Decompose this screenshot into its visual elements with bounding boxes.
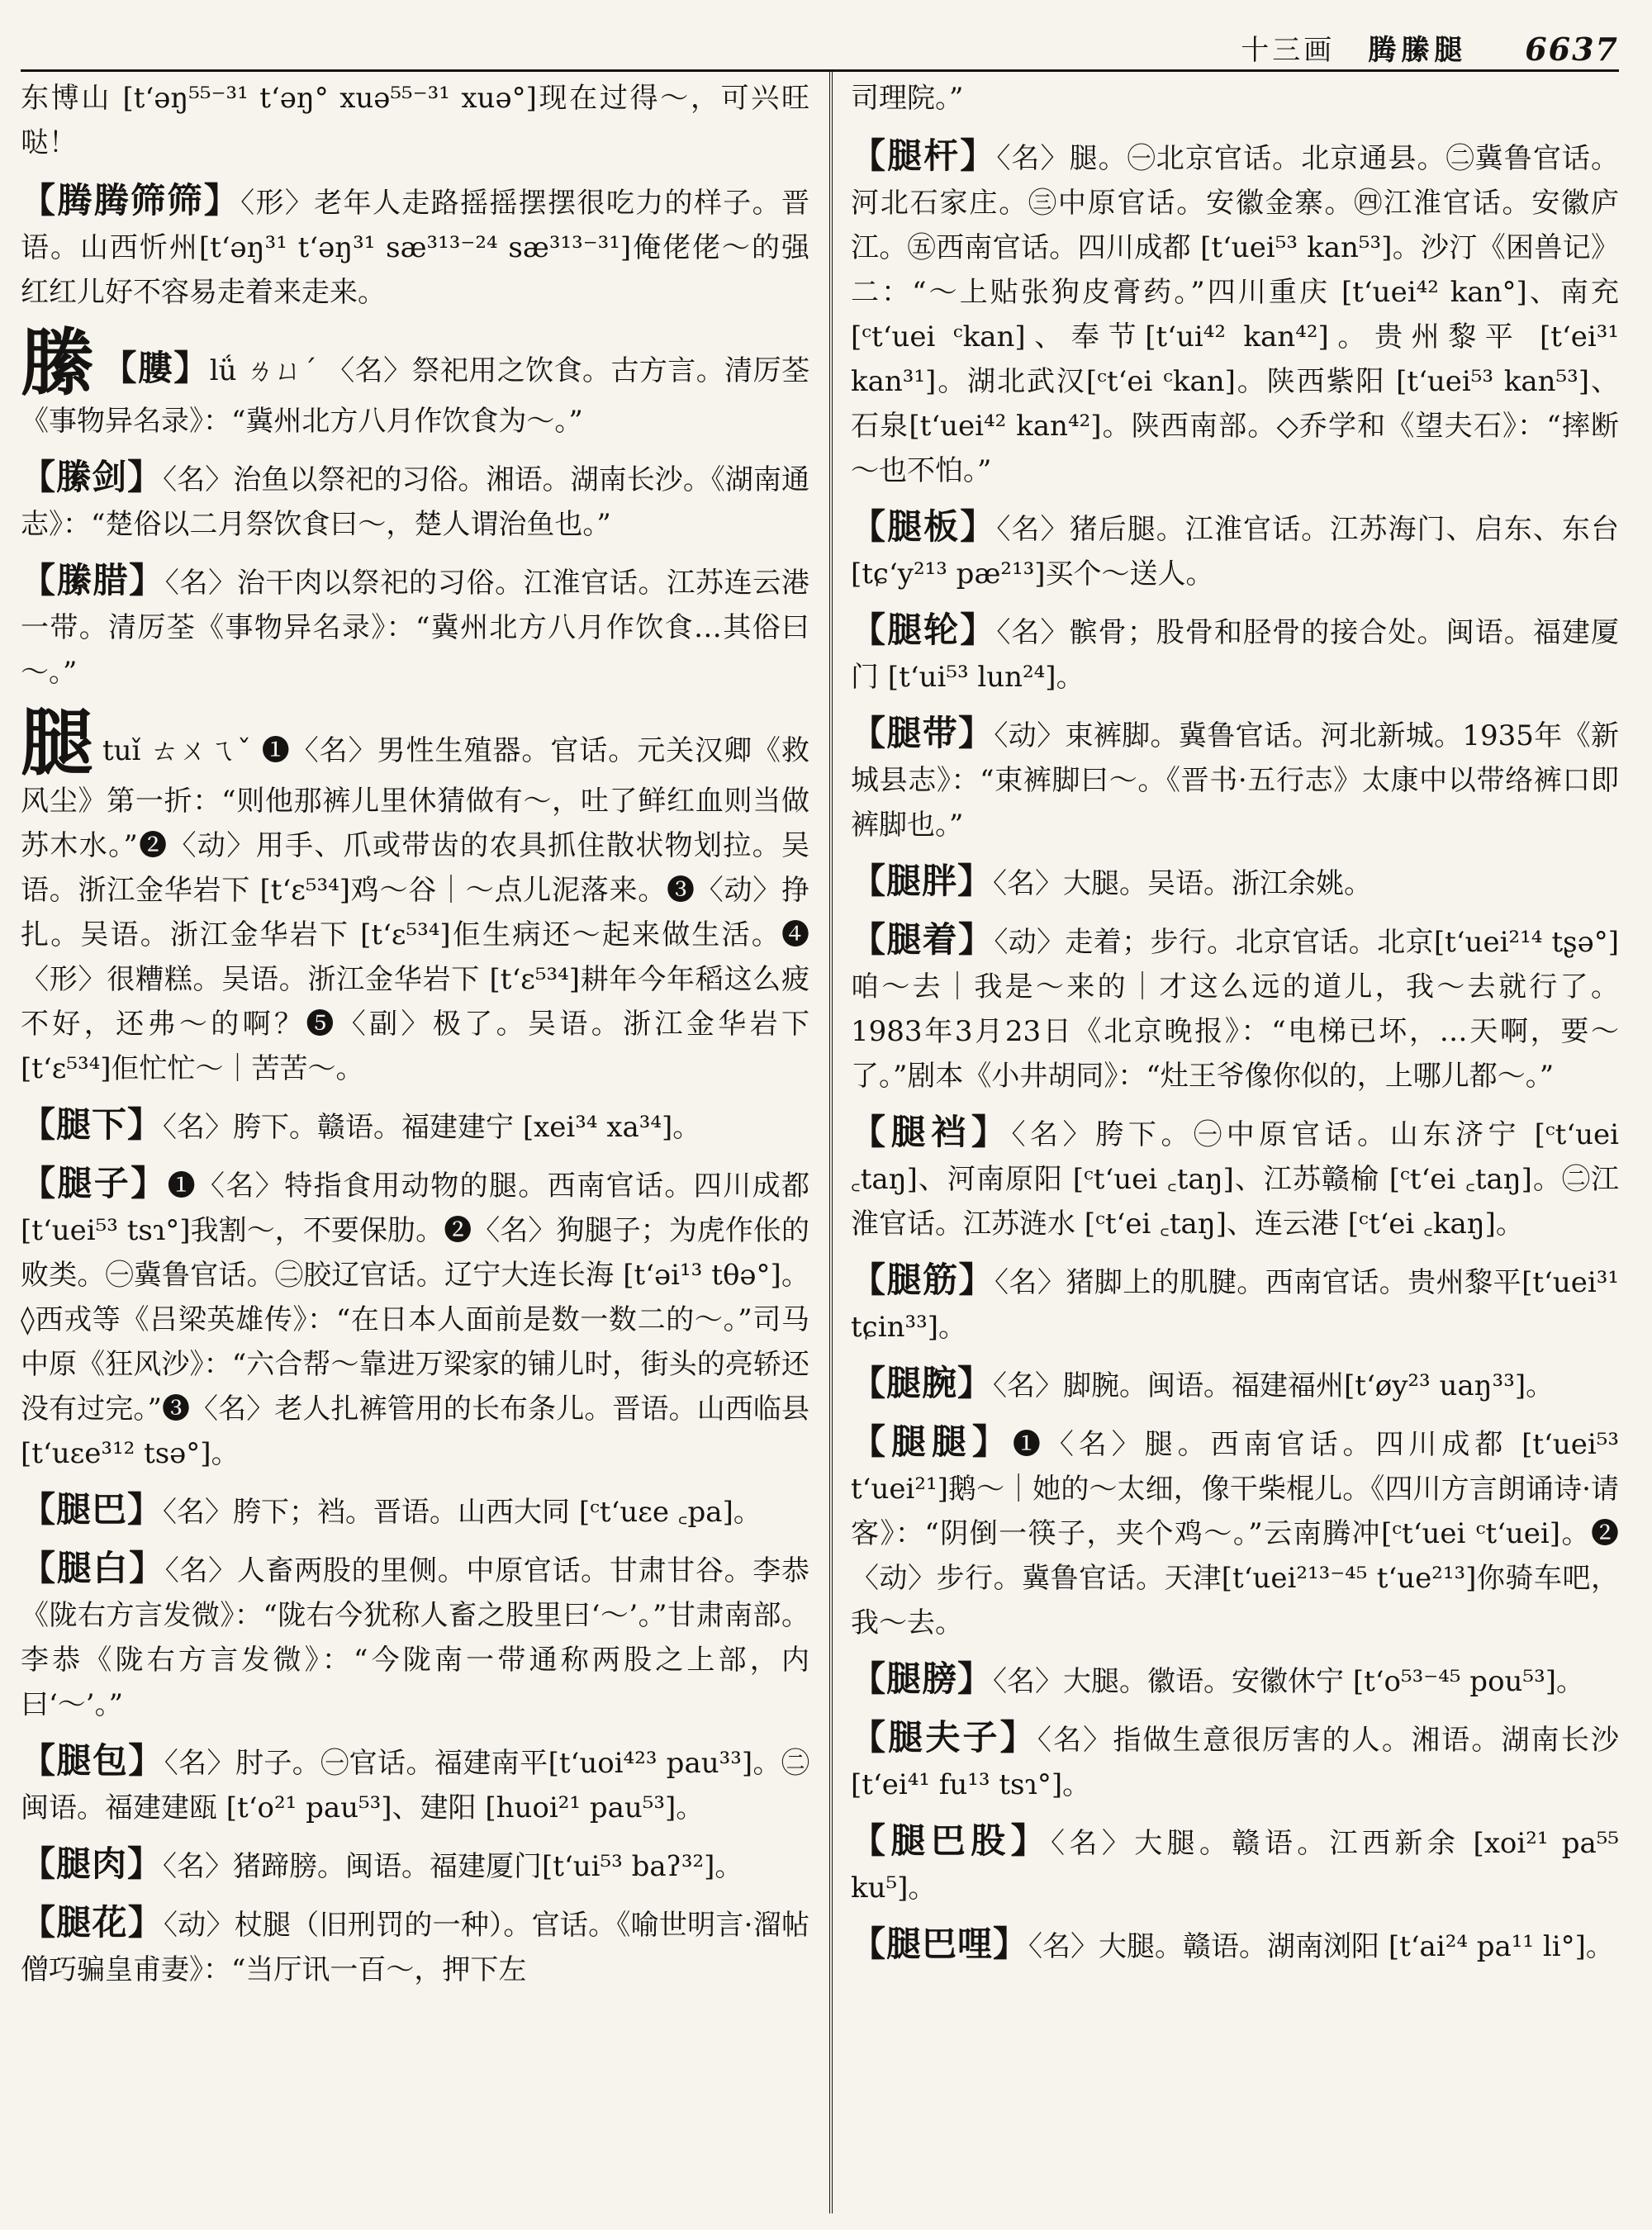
- head-character-entry: [21, 700, 809, 1091]
- entry-body: ❶〈名〉腿。西南官话。四川成都 [t‘uei⁵³ t‘uei²¹]鹅～｜她的～太细，像干柴棍儿。《四川方言朗诵诗·请客》：“阴倒一筷子，夹个鸡～。”云南腾冲[ᶜt‘uei ᶜt‘uei]。❷〈动〉步行。冀鲁官话。天津[t‘uei²¹³⁻⁴⁵ t‘ue²¹³]你骑车吧，我～去。: [851, 1428, 1619, 1639]
- entry: [21, 1739, 809, 1830]
- entry-body: 〈名〉肘子。㊀官话。福建南平[t‘uoi⁴²³ pau³³]。㊁闽语。福建建瓯 [t‘o²¹ pau⁵³]、建阳 [huoi²¹ pau⁵³]。: [21, 1747, 809, 1824]
- entry-body: 〈名〉人畜两股的里侧。中原官话。甘肃甘谷。李恭《陇右方言发微》：“陇右今犹称人畜之股里曰‘～’。”甘肃南部。李恭《陇右方言发微》：“今陇南一带通称两股之上部，内曰‘～’。”: [21, 1554, 809, 1721]
- header-rule: [21, 69, 1619, 72]
- entry-continuation: [21, 76, 809, 165]
- entry-body: 〈名〉大腿。徽语。安徽休宁 [t‘o⁵³⁻⁴⁵ pou⁵³]。: [993, 1665, 1584, 1698]
- entry: [21, 1546, 809, 1727]
- entry-body: 〈名〉胯下。赣语。福建建宁 [xei³⁴ xa³⁴]。: [163, 1111, 701, 1144]
- entry-body: 〈动〉束裤脚。冀鲁官话。河北新城。1935年《新城县志》：“束裤脚曰～。《晋书·五行志》太康中以带络裤口即裤脚也。”: [851, 719, 1619, 842]
- entry-headword: 【腿板】: [851, 506, 997, 547]
- entry-headword: 【腿腿】: [851, 1421, 1013, 1462]
- entry-headword: 【腿巴哩】: [851, 1924, 1029, 1964]
- entry: [851, 1361, 1619, 1408]
- running-headwords: 腾縢腿: [1368, 34, 1468, 67]
- entry: [21, 1103, 809, 1150]
- entry-headword: 【腿夫子】: [851, 1717, 1037, 1758]
- head-character-entry: [21, 320, 809, 444]
- entry-body: 〈名〉猪蹄膀。闽语。福建厦门[t‘ui⁵³ baʔ³²]。: [163, 1850, 743, 1883]
- entry-body: ❶〈名〉特指食用动物的腿。西南官话。四川成都 [t‘uei⁵³ tsɿ°]我割～，不要保肋。❷〈名〉狗腿子；为虎作伥的败类。㊀冀鲁官话。㊁胶辽官话。辽宁大连长海 [t‘əi¹³ tθə°]。◊西戎等《吕梁英雄传》：“在日本人面前是数一数二的～。”司马中原《狂风沙》：“六合帮～靠进万梁家的铺儿时，街头的亮轿还没有过完。”❸〈名〉老人扎裤管用的长布条儿。晋语。山西临县 [t‘uɛe³¹² tsə°]。: [21, 1170, 809, 1470]
- entry-body: 〈名〉指做生意很厉害的人。湘语。湖南长沙 [t‘ei⁴¹ fu¹³ tsɿ°]。: [851, 1724, 1619, 1801]
- entry-body: 〈名〉治鱼以祭祀的习俗。湘语。湖南长沙。《湖南通志》：“楚俗以二月祭饮食曰～，楚人谓治鱼也。”: [21, 463, 809, 541]
- entry-headword: 【腿花】: [21, 1902, 164, 1943]
- left-column: [21, 76, 809, 2004]
- entry-headword: 【腾腾筛筛】: [21, 180, 241, 221]
- entry: [21, 558, 809, 695]
- page-number: 6637: [1525, 31, 1619, 68]
- entry: [851, 1420, 1619, 1645]
- entry-body: lǘ ㄌㄩˊ 〈名〉祭祀用之饮食。古方言。清厉荃《事物异名录》：“冀州北方八月作饮食为～。”: [21, 354, 809, 438]
- entry-body: tuǐ ㄊㄨㄟˇ ❶〈名〉男性生殖器。官话。元关汉卿《救风尘》第一折：“则他那裤儿里休猜做有～，吐了鲜红血则当做苏木水。”❷〈动〉用手、爪或带齿的农具抓住散状物划拉。吴语。浙江金华岩下 [t‘ɛ⁵³⁴]鸡～谷｜～点儿泥落来。❸〈动〉挣扎。吴语。浙江金华岩下 [t‘ɛ⁵³⁴]佢生病还～起来做生活。❹〈形〉很糟糕。吴语。浙江金华岩下 [t‘ɛ⁵³⁴]耕年今年稻这么疲不好，还弗～的啊？❺〈副〉极了。吴语。浙江金华岩下[t‘ɛ⁵³⁴]佢忙忙～｜苦苦～。: [21, 734, 809, 1085]
- entry-body: 〈形〉老年人走路摇摇摆摆很吃力的样子。晋语。山西忻州[t‘əŋ³¹ t‘əŋ³¹ sæ³¹³⁻²⁴ sæ³¹³⁻³¹]俺佬佬～的强红红儿好不容易走着来走来。: [21, 187, 810, 309]
- right-column: [851, 76, 1619, 1981]
- entry-headword: 【腿带】: [851, 713, 995, 753]
- entry-headword: 【縢腊】: [21, 560, 165, 600]
- entry-body: 〈名〉髌骨；股骨和胫骨的接合处。闽语。福建厦门 [t‘ui⁵³ lun²⁴]。: [851, 616, 1619, 694]
- entry-body: 〈名〉脚腕。闽语。福建福州[t‘øy²³ uaŋ³³]。: [993, 1369, 1555, 1402]
- entry: [21, 178, 809, 315]
- entry: [21, 1842, 809, 1889]
- entry-headword: 【腿胖】: [851, 861, 994, 901]
- entry-headword: 【膢】: [102, 348, 210, 388]
- entry-body: 〈动〉杖腿（旧刑罚的一种）。官话。《喻世明言·溜帖僧巧骗皇甫妻》：“当厅讯一百～，押下左: [21, 1909, 809, 1986]
- entry: [851, 505, 1619, 596]
- entry-headword: 【腿下】: [21, 1104, 164, 1145]
- entry-headword: 【腿杆】: [851, 135, 997, 176]
- entry: [851, 1110, 1619, 1246]
- entry-headword: 【腿腕】: [851, 1363, 994, 1403]
- column-divider: [829, 69, 833, 2213]
- entry-headword: 【腿肉】: [21, 1843, 164, 1884]
- entry-headword: 【腿巴】: [21, 1489, 164, 1530]
- entry: [851, 1657, 1619, 1704]
- entry-body: 〈名〉猪脚上的肌腱。西南官话。贵州黎平[t‘uei³¹ tɕin³³]。: [851, 1266, 1619, 1344]
- entry-body: 〈名〉治干肉以祭祀的习俗。江淮官话。江苏连云港一带。清厉荃《事物异名录》：“冀州北方八月作饮食…其俗曰～。”: [21, 567, 809, 689]
- entry-body: 〈名〉胯下。㊀中原官话。山东济宁 [ᶜt‘uei ꜀taŋ]、河南原阳 [ᶜt‘uei ꜀taŋ]、江苏赣榆 [ᶜt‘ei ꜀taŋ]。㊁江淮官话。江苏涟水 [ᶜt‘ei ꜀taŋ]、连云港 [ᶜt‘ei ꜀kaŋ]。: [851, 1118, 1619, 1241]
- entry-continuation: [851, 76, 1619, 121]
- entry-body: 〈名〉大腿。赣语。湖南浏阳 [t‘ai²⁴ pa¹¹ li°]。: [1028, 1930, 1614, 1963]
- section-label: 十三画: [1241, 34, 1336, 67]
- entry: [21, 1487, 809, 1535]
- entry-body: 司理院。”: [851, 82, 964, 115]
- head-character: 腿: [21, 700, 94, 785]
- entry: [851, 134, 1619, 493]
- entry-body: 东博山 [t‘əŋ⁵⁵⁻³¹ t‘əŋ° xuə⁵⁵⁻³¹ xuə°]现在过得～，可兴旺哒！: [21, 82, 809, 159]
- entry-body: 〈名〉腿。㊀北京官话。北京通县。㊁冀鲁官话。河北石家庄。㊂中原官话。安徽金寨。㊃江淮官话。安徽庐江。㊄西南官话。四川成都 [t‘uei⁵³ kan⁵³]。沙汀《困兽记》二：“～上贴张狗皮膏药。”四川重庆 [t‘uei⁴² kan°]、南充[ᶜt‘uei ᶜkan]、奉节[t‘ui⁴² kan⁴²]。贵州黎平 [t‘ei³¹ kan³¹]。湖北武汉[ᶜt‘ei ᶜkan]。陕西紫阳 [t‘uei⁵³ kan⁵³]、石泉[t‘uei⁴² kan⁴²]。陕西南部。◇乔学和《望夫石》：“摔断～也不怕。”: [851, 142, 1619, 487]
- entry-headword: 【腿膀】: [851, 1658, 994, 1699]
- entry-body: 〈名〉大腿。赣语。江西新余 [xoi²¹ pa⁵⁵ ku⁵]。: [851, 1827, 1619, 1905]
- entry: [851, 1922, 1619, 1969]
- entry-headword: 【腿包】: [21, 1740, 164, 1781]
- entry-headword: 【腿裆】: [851, 1112, 1012, 1152]
- entry-headword: 【腿筋】: [851, 1260, 995, 1300]
- entry-body: 〈名〉猪后腿。江淮官话。江苏海门、启东、东台 [tɕ‘y²¹³ pæ²¹³]买个～送人。: [851, 513, 1619, 591]
- entry-headword: 【腿子】: [21, 1163, 168, 1203]
- entry: [21, 1900, 809, 1992]
- entry-body: 〈名〉大腿。吴语。浙江余姚。: [993, 867, 1373, 900]
- entry-headword: 【腿巴股】: [851, 1820, 1051, 1861]
- entry-headword: 【腿着】: [851, 919, 995, 960]
- entry: [851, 1715, 1619, 1807]
- entry: [21, 455, 809, 547]
- entry: [851, 1258, 1619, 1350]
- entry-body: 〈名〉胯下；裆。晋语。山西大同 [ᶜt‘uɛe ꜀pa]。: [163, 1496, 762, 1529]
- entry: [851, 711, 1619, 847]
- entry: [851, 1819, 1619, 1910]
- entry-headword: 【縢剑】: [21, 457, 164, 497]
- entry-headword: 【腿白】: [21, 1548, 165, 1588]
- entry: [851, 918, 1619, 1098]
- head-character: 縢: [21, 320, 94, 406]
- entry: [851, 608, 1619, 700]
- entry-body: 〈动〉走着；步行。北京官话。北京[t‘uei²¹⁴ tʂə°]咱～去｜我是～来的｜才这么远的道儿，我～去就行了。1983年3月23日《北京晚报》：“电梯已坏，…天啊，要～了。”剧本《小井胡同》：“灶王爷像你似的，上哪儿都～。”: [851, 926, 1619, 1093]
- entry: [21, 1161, 809, 1476]
- entry: [851, 859, 1619, 906]
- entry-headword: 【腿轮】: [851, 610, 997, 650]
- page-header: [826, 17, 1619, 68]
